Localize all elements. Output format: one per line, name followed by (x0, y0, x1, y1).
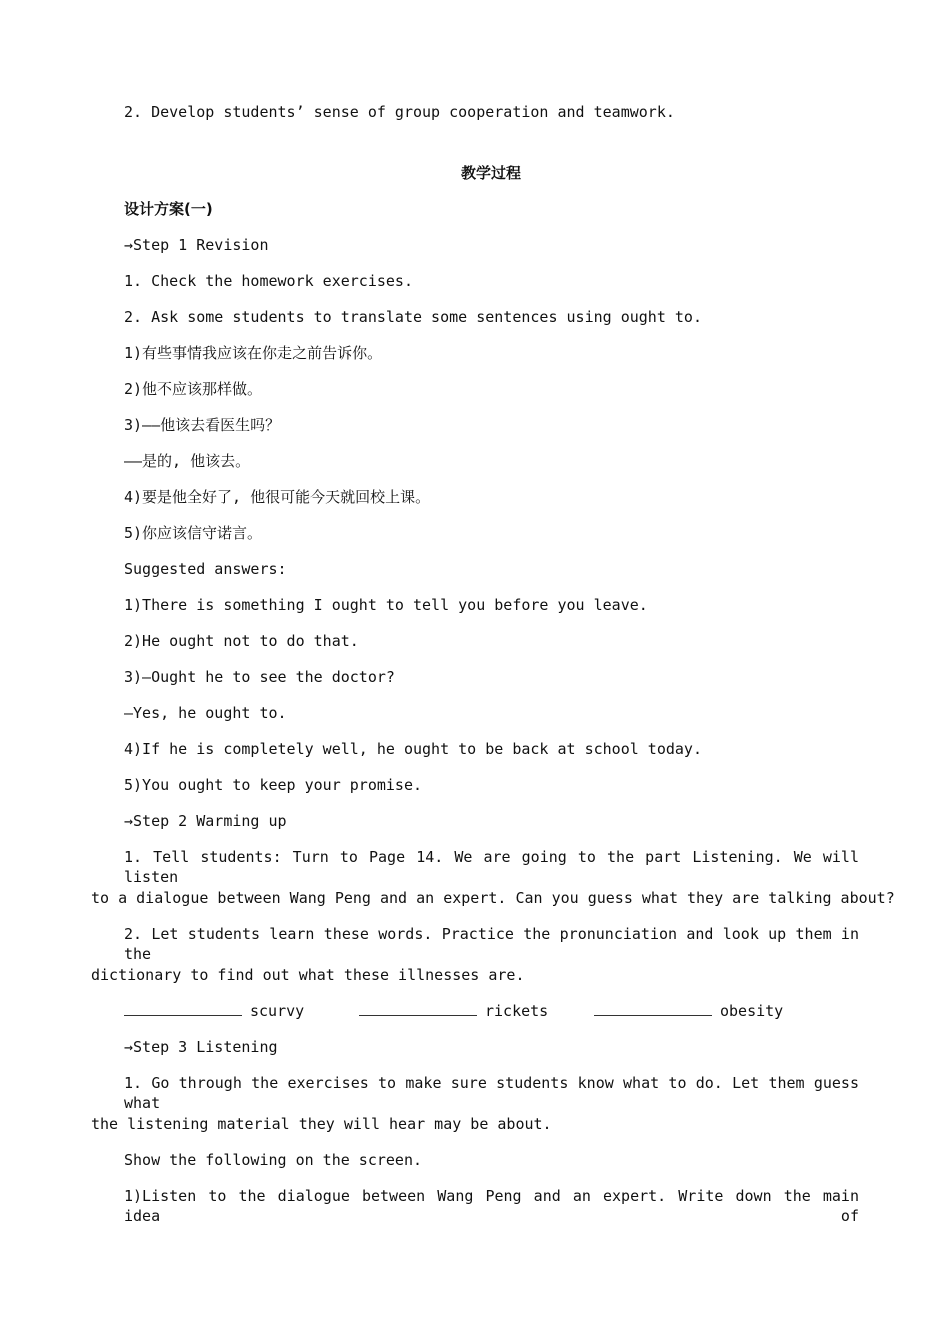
answer-blank[interactable] (124, 1001, 242, 1016)
chinese-sentence: 3)——他该去看医生吗？ (124, 416, 281, 434)
step3-task-1: 1)Listen to the dialogue between Wang Peng and an expert. Write down the main idea of (124, 1187, 859, 1225)
step3-paragraph-1: 1. Go through the exercises to make sure students know what to do. Let them guess what (124, 1074, 859, 1112)
step3-show-line: Show the following on the screen. (124, 1151, 423, 1169)
vocabulary-blanks (124, 1001, 783, 1021)
step1-heading: →Step 1 Revision (124, 236, 269, 254)
step2-heading: →Step 2 Warming up (124, 812, 287, 830)
step3-paragraph-1-cont: the listening material they will hear may be about. (91, 1115, 552, 1133)
step2-paragraph-2-cont: dictionary to find out what these illnesses are. (91, 966, 525, 984)
chinese-sentence: 1)有些事情我应该在你走之前告诉你。 (124, 344, 383, 362)
chinese-sentence: 4)要是他全好了, 他很可能今天就回校上课。 (124, 488, 431, 506)
answer-line: 2)He ought not to do that. (124, 632, 359, 650)
answer-line: 3)—Ought he to see the doctor? (124, 668, 395, 686)
vocab-word: rickets (485, 1002, 549, 1020)
step3-heading: →Step 3 Listening (124, 1038, 278, 1056)
vocab-word: scurvy (250, 1002, 305, 1020)
section-title: 教学过程 (460, 164, 521, 182)
answer-line: 4)If he is completely well, he ought to be back at school today. (124, 740, 702, 758)
chinese-sentence: 2)他不应该那样做。 (124, 380, 263, 398)
answer-blank[interactable] (359, 1001, 477, 1016)
step2-paragraph-2: 2. Let students learn these words. Practice the pronunciation and look up them in the (124, 925, 859, 963)
answer-line: 1)There is something I ought to tell you before you leave. (124, 596, 648, 614)
answer-line: 5)You ought to keep your promise. (124, 776, 423, 794)
answer-line: —Yes, he ought to. (124, 704, 287, 722)
vocab-word: obesity (720, 1002, 784, 1020)
plan-title: 设计方案(一) (124, 200, 213, 218)
answer-blank[interactable] (594, 1001, 712, 1016)
step2-paragraph-1: 1. Tell students: Turn to Page 14. We are going to the part Listening. We will listen (124, 848, 859, 886)
step1-item: 1. Check the homework exercises. (124, 272, 413, 290)
step1-item: 2. Ask some students to translate some sentences using ought to. (124, 308, 702, 326)
step2-paragraph-1-cont: to a dialogue between Wang Peng and an expert. Can you guess what they are talking about? (91, 889, 895, 907)
chinese-sentence: ——是的, 他该去。 (124, 452, 251, 470)
chinese-sentence: 5)你应该信守诺言。 (124, 524, 263, 542)
answers-label: Suggested answers: (124, 560, 287, 578)
objective-line: 2. Develop students’ sense of group cooperation and teamwork. (124, 103, 675, 121)
